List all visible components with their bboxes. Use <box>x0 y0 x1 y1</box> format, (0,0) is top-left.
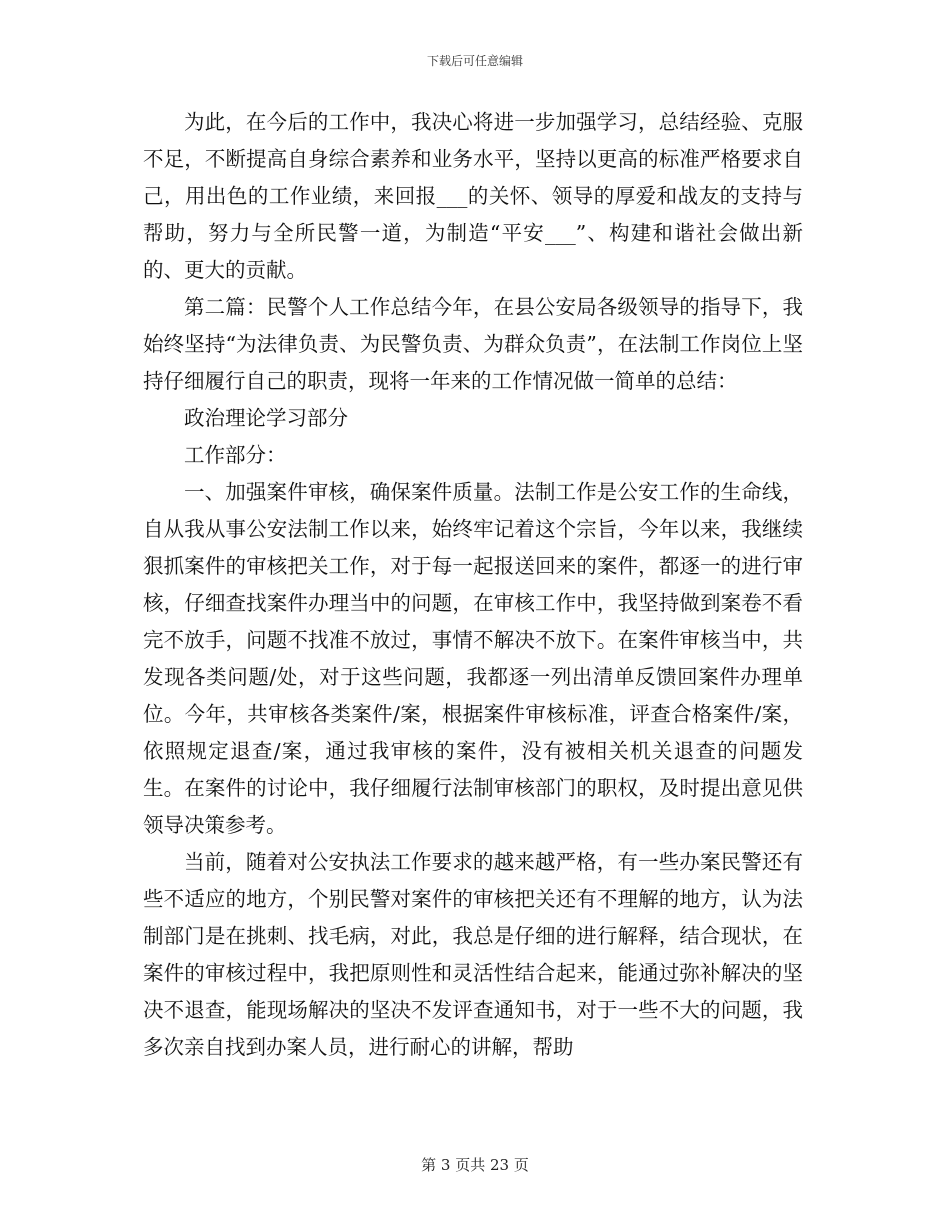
section-heading-political-study: 政治理论学习部分 <box>184 406 348 430</box>
paragraph-current-situation: 当前，随着对公安执法工作要求的越来越严格，有一些办案民警还有些不适应的地方，个别民警对案件的审核把关还有不理解的地方，认为法制部门是在挑刺、找毛病，对此，我总是仔细的进行解释，结合现状，在案件的审核过程中，我把原则性和灵活性结合起来，能通过弥补解决的坚决不退查，能现场解决的坚决不发评查通知书，对于一些不大的问题，我多次亲自找到办案人员，进行耐心的讲解，帮助 <box>143 850 803 1059</box>
page-header: 下载后可任意编辑 <box>426 54 523 68</box>
document-body <box>143 104 803 1066</box>
section-heading-work: 工作部分： <box>184 443 287 467</box>
paragraph-case-review: 一、加强案件审核，确保案件质量。法制工作是公安工作的生命线，自从我从事公安法制工作以来，始终牢记着这个宗旨，今年以来，我继续狠抓案件的审核把关工作，对于每一起报送回来的案件，都逐一的进行审核，仔细查找案件办理当中的问题，在审核工作中，我坚持做到案卷不看完不放手，问题不找准不放过，事情不解决不放下。在案件审核当中，共发现各类问题/处，对于这些问题，我都逐一列出清单反馈回案件办理单位。今年，共审核各类案件/案，根据案件审核标准，评查合格案件/案，依照规定退查/案，通过我审核的案件，没有被相关机关退查的问题发生。在案件的讨论中，我仔细履行法制审核部门的职权，及时提出意见供领导决策参考。 <box>143 480 803 837</box>
paragraph-article-two-intro: 第二篇：民警个人工作总结今年，在县公安局各级领导的指导下，我始终坚持“为法律负责、为民警负责、为群众负责”，在法制工作岗位上坚持仔细履行自己的职责，现将一年来的工作情况做一简单的总结： <box>143 295 803 393</box>
page-number: 第 3 页共 23 页 <box>421 1156 529 1174</box>
paragraph-conclusion: 为此，在今后的工作中，我决心将进一步加强学习，总结经验、克服不足，不断提高自身综合素养和业务水平，坚持以更高的标准严格要求自己，用出色的工作业绩，来回报___的关怀、领导的厚爱和战友的支持与帮助，努力与全所民警一道，为制造“平安___”、构建和谐社会做出新的、更大的贡献。 <box>143 110 803 282</box>
